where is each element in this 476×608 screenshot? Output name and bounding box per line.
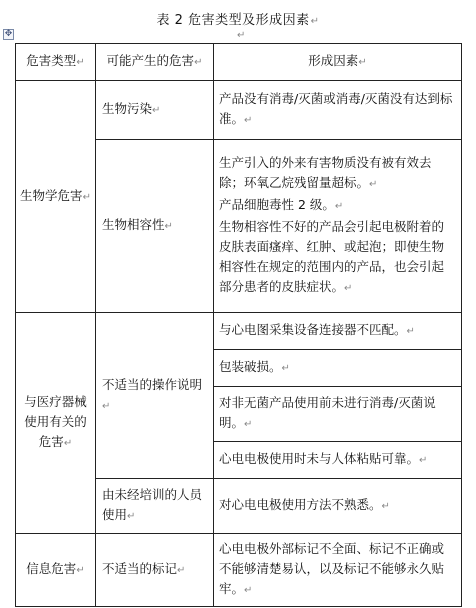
factor-cell: 对非无菌产品使用前未进行消毒/灭菌说明。↵ [214, 387, 462, 442]
paragraph-mark: ↵ [237, 30, 246, 41]
hazard-type-cell: 信息危害↵ [16, 534, 96, 607]
factor-cell: 对心电电极使用方法不熟悉。↵ [214, 479, 462, 534]
factor-line: 产品细胞毒性 2 级。↵ [219, 197, 344, 212]
table-row [16, 313, 462, 350]
factor-cell: 与心电图采集设备连接器不匹配。↵ [214, 313, 462, 350]
hazard-cell: 不适当的操作说明↵ [96, 313, 214, 479]
table-caption [0, 9, 476, 28]
factor-cell: 产品没有消毒/灭菌或消毒/灭菌没有达到标准。↵ [214, 81, 462, 140]
hazard-table [15, 43, 462, 607]
table-move-handle-icon[interactable]: ✥ [4, 29, 13, 39]
table-row [16, 534, 462, 607]
factor-cell: 心电电极使用时未与人体粘贴可靠。↵ [214, 442, 462, 479]
hazard-cell: 生物污染↵ [96, 81, 214, 140]
hazard-cell: 生物相容性↵ [96, 140, 214, 313]
factor-line: 生产引入的外来有害物质没有被有效去除；环氧乙烷残留量超标。↵ [219, 155, 432, 190]
paragraph-mark: ↵ [310, 16, 320, 27]
factor-cell: 心电电极外部标记不全面、标记不正确或不能够清楚易认，以及标记不能够永久贴牢。↵ [214, 534, 462, 607]
factor-line: 生物相容性不好的产品会引起电极附着的皮肤表面瘙痒、红肿、或起泡；即使生物相容性在规定的范围内的产品，也会引起部分患者的皮肤症状。↵ [219, 219, 445, 294]
caption-text: 表 2 危害类型及形成因素 [156, 13, 310, 28]
table-header-row [16, 44, 462, 81]
factor-cell: 包装破损。↵ [214, 350, 462, 387]
header-cell: 可能产生的危害↵ [96, 44, 214, 81]
factor-cell [214, 140, 462, 313]
header-cell: 危害类型↵ [16, 44, 96, 81]
header-cell: 形成因素↵ [214, 44, 462, 81]
table-row [16, 81, 462, 140]
hazard-cell: 不适当的标记↵ [96, 534, 214, 607]
hazard-type-cell: 与医疗器械使用有关的危害↵ [16, 313, 96, 534]
hazard-type-cell: 生物学危害↵ [16, 81, 96, 313]
hazard-cell: 由未经培训的人员使用↵ [96, 479, 214, 534]
